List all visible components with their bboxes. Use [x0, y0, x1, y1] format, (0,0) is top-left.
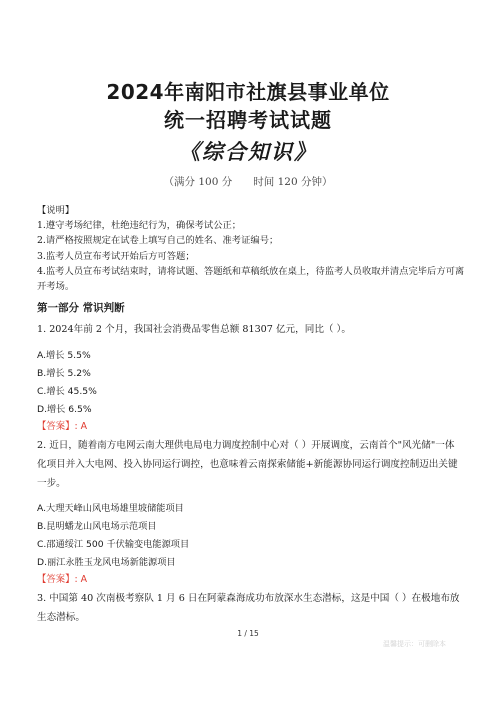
- watermark: 温馨提示：可删除本: [383, 640, 446, 648]
- page-number: 1 / 15: [237, 629, 259, 638]
- question-2-answer: 【答案】: A: [37, 574, 88, 585]
- question-3-text: 3. 中国第 40 次南极考察队 1 月 6 日在阿蒙森海成功布放深水生态潜标，这是中国（ ）在极地布放生态潜标。: [37, 593, 460, 623]
- section-title: 第一部分 常识判断: [37, 302, 125, 314]
- instructions-heading: 【说明】: [37, 205, 75, 216]
- exam-meta: （满分 100 分 时间 120 分钟）: [163, 176, 333, 188]
- question-2-option-a: A.大理天峰山风电场雄里坡储能项目: [37, 503, 184, 514]
- question-1-answer: 【答案】: A: [37, 421, 88, 432]
- question-2-option-c: C.邵通绥江 500 千伏输变电能源项目: [37, 539, 190, 550]
- question-2-text: 2. 近日，随着南方电网云南大理供电局电力调度控制中心对（ ）开展调度，云南首个"风光储"一体化项目并入大电网、投入协同运行调控，也意味着云南探索储能+新能源协同运行调度控制迈出关键一步。: [37, 440, 458, 489]
- instruction-item: 4.监考人员宣布考试结束时，请将试题、答题纸和草稿纸放在桌上，待监考人员收取并清点完毕后方可离开考场。: [37, 265, 465, 293]
- question-1-text: 1. 2024年前 2 个月，我国社会消费品零售总额 81307 亿元，同比（ ）。: [37, 324, 351, 335]
- instruction-item: 1.遵守考场纪律，杜绝违纪行为，确保考试公正；: [37, 220, 242, 232]
- question-1-option-b: B.增长 5.2%: [37, 368, 91, 379]
- title-line-2: 统一招聘考试试题: [164, 108, 332, 132]
- instruction-item: 3.监考人员宣布考试开始后方可答题；: [37, 250, 195, 262]
- question-2-option-d: D.丽江永胜玉龙风电场新能源项目: [37, 557, 176, 568]
- subject-title: 《综合知识》: [179, 139, 317, 164]
- question-1-option-a: A.增长 5.5%: [37, 350, 91, 361]
- question-2-option-b: B.昆明蟠龙山风电场示范项目: [37, 521, 157, 532]
- instructions: [37, 203, 467, 294]
- instruction-item: 2.请严格按照规定在试卷上填写自己的姓名、准考证编号；: [37, 235, 279, 247]
- question-1-option-c: C.增长 45.5%: [37, 386, 97, 397]
- question-1-option-d: D.增长 6.5%: [37, 404, 92, 415]
- title-line-1: 2024年南阳市社旗县事业单位: [106, 80, 390, 104]
